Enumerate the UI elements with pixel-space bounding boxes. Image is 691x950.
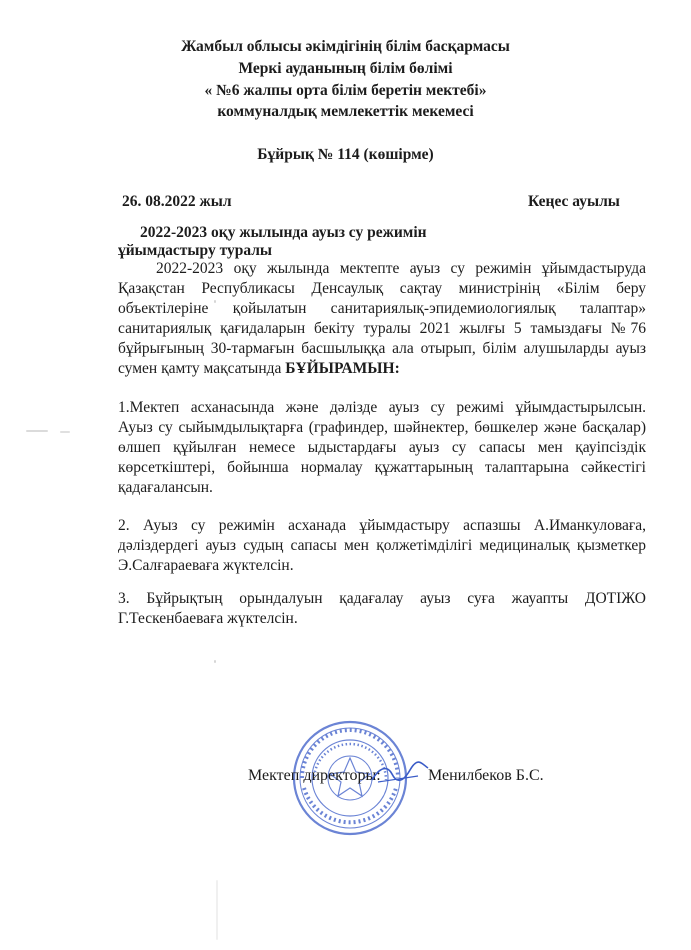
preamble-paragraph [118, 259, 646, 379]
signatory-name: Менилбеков Б.С. [428, 767, 544, 784]
preamble-line: 2022-2023 оқу жылында мектепте ауыз су режимін ұйымдастыруда [156, 260, 646, 277]
scan-artifact [214, 300, 216, 303]
preamble-line: санитариялық қағидаларын бекіту туралы 2021 жылғы 5 тамыздағы №76 [118, 320, 646, 337]
preamble-line: объектілеріне қойылатын санитариялық-эпидемиологиялық талаптар» [118, 300, 646, 317]
item-1-line: көрсеткіштері, бойынша нормалау құжаттарының талаптарына сәйкестігі [118, 459, 646, 476]
header-line-4: коммуналдық мемлекеттік мекемесі [217, 103, 474, 120]
preamble-last-line [118, 359, 646, 379]
signature-scribble [370, 760, 430, 788]
header-line-3: « №6 жалпы орта білім беретін мектебі» [204, 82, 487, 99]
item-1-line: Ауыз су сыйымдылықтарға (графиндер, шәйнектер, бөшкелер және басқалар) [118, 419, 646, 436]
scan-artifact [60, 431, 70, 433]
order-item-3 [118, 589, 646, 629]
item-1-line: 1.Мектеп асханасында және дәлізде ауыз су режимі ұйымдастырылсын. [118, 399, 646, 416]
order-item-2 [118, 516, 646, 576]
order-item-1 [118, 398, 646, 498]
subject-line-1: 2022-2023 оқу жылында ауыз су режимін [140, 224, 427, 241]
item-3-line: 3. Бұйрықтың орындалуын қадағалау ауыз суға жауапты ДОТІЖО [118, 590, 646, 607]
item-2-line: Э.Салғараеваға жүктелсін. [118, 557, 294, 574]
order-keyword: БҰЙЫРАМЫН: [285, 360, 400, 377]
scan-artifact [26, 430, 48, 432]
item-3-line: Г.Тескенбаеваға жүктелсін. [118, 610, 298, 627]
header-line-2: Меркі ауданының білім бөлімі [238, 60, 453, 77]
order-title: Бұйрық № 114 (көшірме) [257, 146, 434, 163]
signature-label: Мектеп директоры: [248, 767, 381, 784]
item-2-line: 2. Ауыз су режимін асханада ұйымдастыру аспазшы А.Иманкуловаға, [118, 517, 646, 534]
preamble-line: Қазақстан Республикасы Денсаулық сақтау министрінің «Білім беру [118, 280, 646, 297]
scan-artifact [214, 660, 216, 663]
scan-artifact [216, 880, 218, 940]
order-date: 26. 08.2022 жыл [122, 193, 232, 210]
item-1-line: қадағалансын. [118, 479, 213, 496]
preamble-last-text: сумен қамту мақсатында [118, 360, 286, 377]
item-2-line: дәліздердегі ауыз судың сапасы мен қолжетімділігі медициналық қызметкер [118, 537, 646, 554]
header-line-1: Жамбыл облысы әкімдігінің білім басқармасы [181, 38, 510, 55]
preamble-line: бұйрығының 30-тармағын басшылыққа ала отырып, білім алушыларды ауыз [118, 340, 646, 357]
subject-line-2: ұйымдастыру туралы [118, 242, 273, 259]
order-place: Кеңес ауылы [528, 193, 620, 210]
item-1-line: өлшеп құйылған немесе ыдыстардағы ауыз су сапасы мен қауіпсіздік [118, 439, 646, 456]
